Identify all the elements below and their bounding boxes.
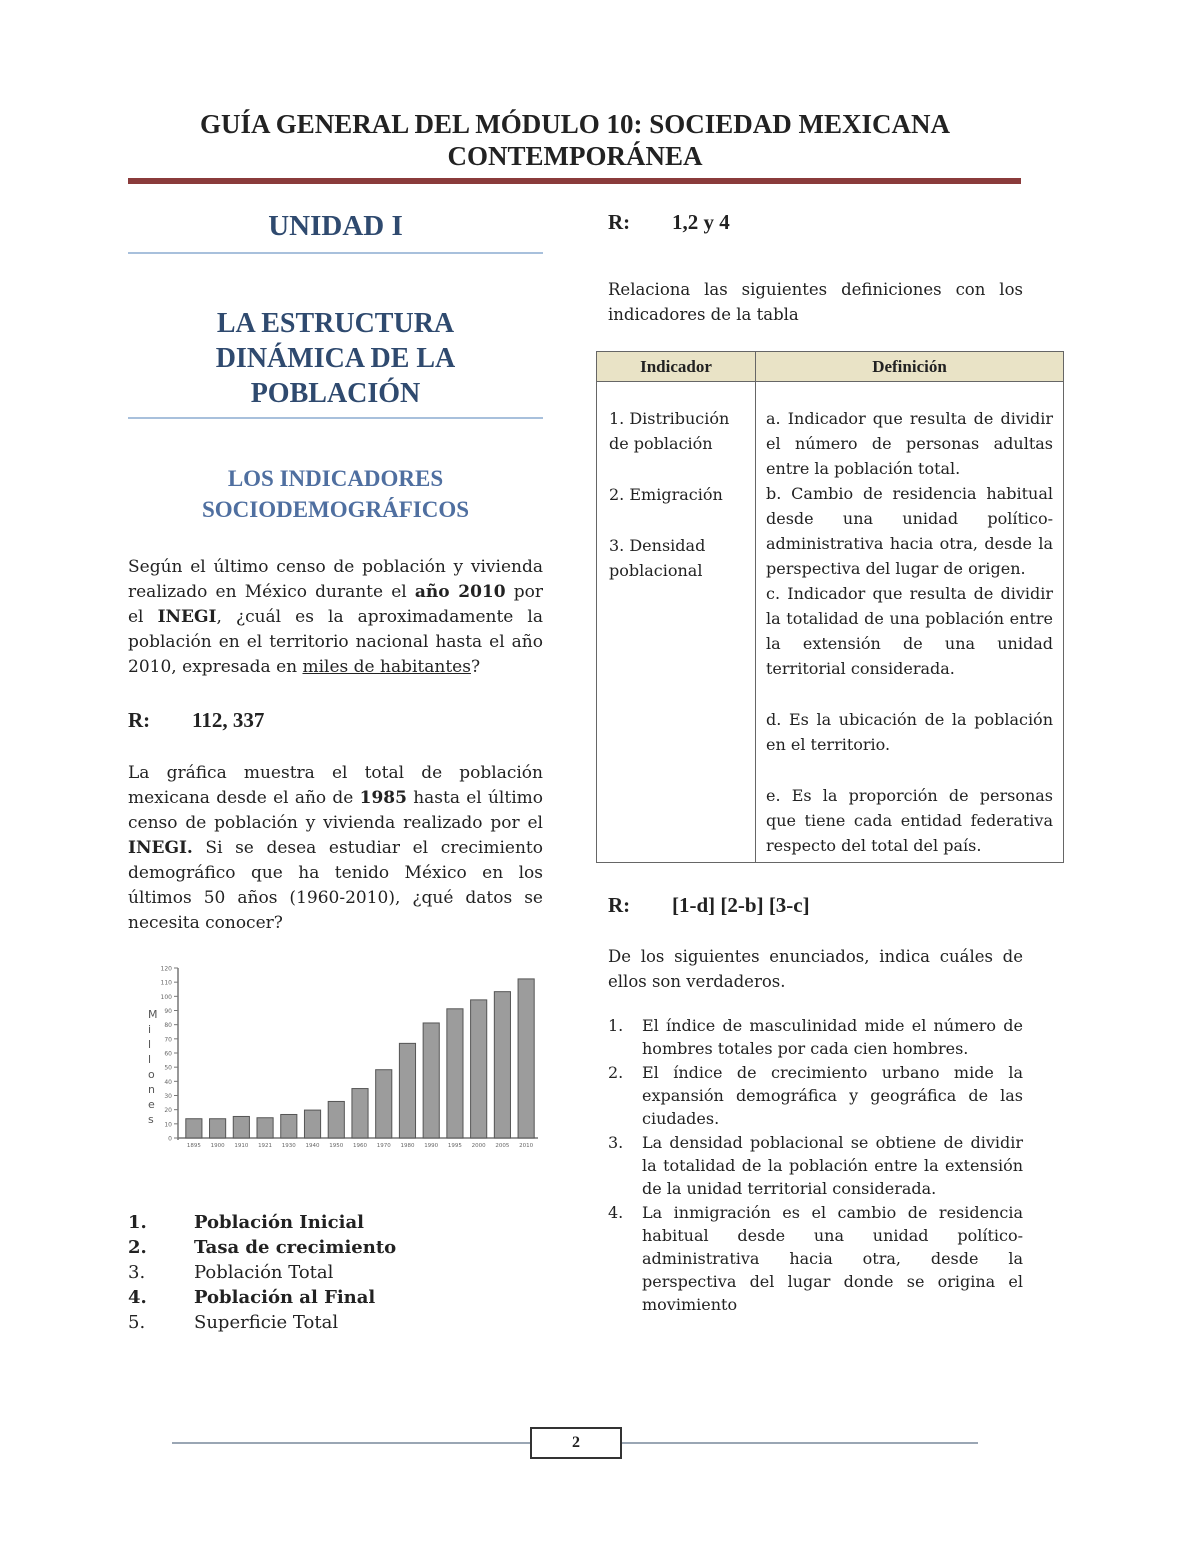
q2-text-3: Si se desea estudiar el crecimiento demográfico que ha tenido México en los últimos 50 años (1960-2010), ¿qué datos se necesita conocer?: [128, 838, 543, 933]
x-tick-label: 1900: [210, 1143, 225, 1149]
section-divider: [128, 417, 543, 419]
bar-2010: [518, 979, 534, 1138]
bar-1990: [423, 1023, 439, 1138]
population-bar-chart: [128, 960, 543, 1160]
answer-population: [128, 708, 543, 733]
y-tick-label: 40: [164, 1078, 172, 1086]
definition-d: d. Es la ubicación de la población en el territorio.: [766, 710, 1053, 754]
statement-number: 1.: [608, 1016, 624, 1035]
statement-item: [608, 1061, 1023, 1130]
choice-item: [128, 1310, 543, 1335]
x-tick-label: 1970: [376, 1143, 391, 1149]
statement-text: El índice de crecimiento urbano mide la expansión demográfica y geográfica de las ciudades.: [642, 1063, 1023, 1128]
q1-underlined-units: miles de habitantes: [302, 657, 471, 677]
choice-text: Superficie Total: [194, 1312, 339, 1333]
q1-text-2: por el: [128, 582, 543, 627]
answer-label: R:: [128, 708, 151, 732]
x-tick-label: 2010: [519, 1143, 534, 1149]
definition-cell: [756, 382, 1064, 863]
choices-list: [128, 1210, 543, 1335]
definition-c: c. Indicador que resulta de dividir la totalidad de una población entre la extensión de una unidad territorial considerada.: [766, 584, 1053, 678]
x-tick-label: 2000: [471, 1143, 486, 1149]
bar-2005: [494, 992, 510, 1138]
choice-item: [128, 1235, 543, 1260]
q2-text-1: La gráfica muestra el total de población mexicana desde el año de: [128, 763, 543, 808]
choice-number: 3.: [128, 1262, 146, 1283]
bar-1921: [257, 1118, 273, 1138]
q1-text-3: , ¿cuál es la aproximadamente la población en el territorio nacional hasta el año 2010, expresada en: [128, 607, 543, 677]
bar-1910: [233, 1116, 249, 1138]
answer-matching: [608, 893, 1023, 918]
indicator-3: 3. Densidad poblacional: [609, 536, 706, 580]
statement-item: [608, 1014, 1023, 1060]
bar-1895: [186, 1119, 202, 1138]
choice-item: [128, 1210, 543, 1235]
page-title-line1: GUÍA GENERAL DEL MÓDULO 10: SOCIEDAD MEXICANA: [199, 109, 951, 139]
x-tick-label: 1895: [186, 1143, 201, 1149]
statement-number: 4.: [608, 1203, 624, 1222]
answer-label: R:: [608, 893, 631, 917]
choice-number: 2.: [128, 1237, 147, 1258]
q2-bold-year: 1985: [359, 788, 407, 808]
choice-item: [128, 1285, 543, 1310]
bar-1950: [328, 1101, 344, 1138]
definition-b: b. Cambio de residencia habitual desde una unidad político-administrativa hacia otra, desde la perspectiva del lugar de origen.: [766, 484, 1053, 578]
answer-label: R:: [608, 210, 631, 234]
table-header-indicator: Indicador: [597, 352, 756, 382]
y-tick-label: 80: [164, 1022, 172, 1030]
choice-number: 1.: [128, 1212, 147, 1233]
x-tick-label: 1950: [329, 1143, 344, 1149]
definition-a: a. Indicador que resulta de dividir el número de personas adultas entre la población total.: [766, 409, 1053, 478]
y-tick-label: 110: [160, 979, 172, 987]
table-header-definition: Definición: [756, 352, 1064, 382]
choice-text: Población Inicial: [194, 1212, 364, 1233]
statement-item: [608, 1131, 1023, 1200]
title-divider: [128, 178, 1021, 184]
answer-value: 1,2 y 4: [672, 210, 730, 234]
q1-text-1: Según el último censo de población y vivienda realizado en México durante el: [128, 557, 543, 602]
y-tick-label: 30: [164, 1093, 172, 1100]
x-tick-label: 1921: [258, 1143, 273, 1149]
choice-item: [128, 1260, 543, 1285]
question-growth-data: [128, 761, 543, 936]
statement-number: 3.: [608, 1133, 624, 1152]
footer-line-left: [172, 1442, 530, 1444]
bar-1900: [210, 1119, 226, 1138]
subsection-title: [128, 463, 543, 525]
y-tick-label: 0: [168, 1135, 172, 1143]
choice-text: Tasa de crecimiento: [194, 1237, 397, 1258]
x-tick-label: 1980: [400, 1143, 415, 1149]
answer-value: 112, 337: [192, 708, 265, 732]
statement-item: [608, 1201, 1023, 1316]
bar-1930: [281, 1114, 297, 1138]
y-tick-label: 90: [164, 1008, 172, 1015]
bar-2000: [471, 1000, 487, 1138]
right-column: [608, 200, 1053, 1317]
bar-1960: [352, 1089, 368, 1138]
question-population-2010: [128, 555, 543, 680]
subsection-title-line2: SOCIODEMOGRÁFICOS: [201, 497, 470, 522]
q1-bold-inegi: INEGI: [157, 607, 217, 627]
indicator-cell: [597, 382, 756, 863]
y-tick-label: 70: [164, 1036, 172, 1044]
table-intro: Relaciona las siguientes definiciones con los indicadores de la tabla: [608, 280, 1023, 324]
y-tick-label: 50: [164, 1064, 172, 1072]
y-tick-label: 60: [164, 1050, 172, 1058]
q1-bold-year: año 2010: [414, 582, 506, 602]
bar-1940: [304, 1110, 320, 1138]
y-tick-label: 120: [160, 965, 172, 973]
bar-1970: [376, 1070, 392, 1138]
q1-text-4: ?: [470, 657, 481, 677]
page-title-line2: CONTEMPORÁNEA: [447, 141, 703, 171]
x-tick-label: 1940: [305, 1143, 320, 1149]
section-title: [128, 306, 543, 411]
page-number: 2: [530, 1427, 622, 1459]
x-tick-label: 1995: [447, 1143, 462, 1149]
y-tick-label: 10: [164, 1121, 172, 1129]
statements-list: [608, 1014, 1023, 1316]
x-tick-label: 1990: [424, 1143, 439, 1149]
footer-line-right: [622, 1442, 978, 1444]
statement-text: El índice de masculinidad mide el número de hombres totales por cada cien hombres.: [642, 1016, 1023, 1058]
q2-text-2: hasta el último censo de población y vivienda realizado por el: [128, 788, 543, 833]
answer-value: [1-d] [2-b] [3-c]: [672, 893, 810, 917]
q2-bold-inegi: INEGI.: [128, 838, 193, 858]
choice-text: Población Total: [194, 1262, 334, 1283]
section-title-line1: LA ESTRUCTURA: [216, 308, 455, 339]
x-tick-label: 1930: [281, 1143, 296, 1149]
statement-text: La inmigración es el cambio de residencia habitual desde una unidad político-administrativa hacia otra, desde la perspectiva del lugar donde se origina el movimiento: [642, 1203, 1023, 1314]
unit-divider: [128, 252, 543, 254]
answer-previous: [608, 210, 1023, 235]
choice-number: 5.: [128, 1312, 146, 1333]
question-true-statements: De los siguientes enunciados, indica cuáles de ellos son verdaderos.: [608, 947, 1023, 991]
indicator-2: 2. Emigración: [609, 485, 723, 504]
y-tick-label: 100: [160, 993, 172, 1001]
statement-text: La densidad poblacional se obtiene de dividir la totalidad de la población entre la extensión de la unidad territorial considerada.: [642, 1133, 1023, 1198]
choice-number: 4.: [128, 1287, 147, 1308]
definition-e: e. Es la proporción de personas que tiene cada entidad federativa respecto del total del país.: [766, 786, 1053, 855]
x-tick-label: 2005: [495, 1143, 510, 1149]
section-title-line3: POBLACIÓN: [250, 378, 421, 409]
choice-text: Población al Final: [194, 1287, 376, 1308]
y-axis-label: M i l l o n e s: [148, 1008, 158, 1126]
y-tick-label: 20: [164, 1107, 172, 1115]
bar-1995: [447, 1009, 463, 1138]
indicator-definition-table: [596, 351, 1064, 863]
population-chart: [128, 960, 543, 1160]
section-title-line2: DINÁMICA DE LA: [215, 343, 456, 374]
indicator-1: 1. Distribución de población: [609, 409, 730, 453]
subsection-title-line1: LOS INDICADORES: [227, 466, 444, 491]
unit-title: UNIDAD I: [268, 210, 403, 242]
x-tick-label: 1960: [353, 1143, 367, 1149]
left-column: [128, 200, 543, 1335]
x-tick-label: 1910: [234, 1143, 249, 1149]
page-title: [130, 108, 1020, 172]
statement-number: 2.: [608, 1063, 624, 1082]
bar-1980: [399, 1043, 415, 1138]
